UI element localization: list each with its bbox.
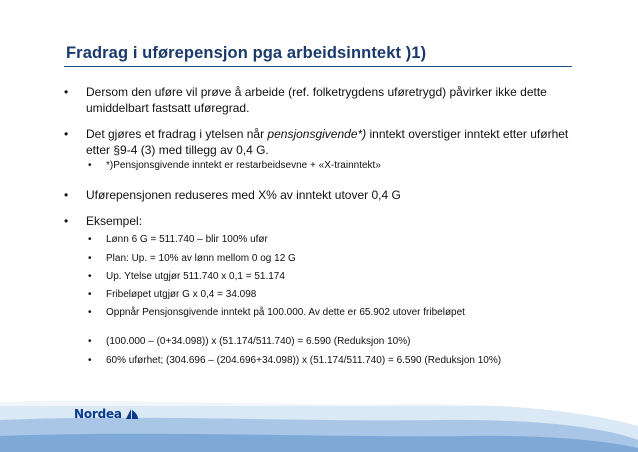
sub-bullet-dot: • [88, 307, 92, 318]
sub-bullet-dot: • [88, 253, 92, 264]
bullet-dot: • [64, 85, 69, 99]
bullet-2-line-1 [86, 126, 568, 142]
example-item-text: Up. Ytelse utgjør 511.740 x 0,1 = 51.174 [106, 271, 285, 282]
example-item-text: Oppnår Pensjonsgivende inntekt på 100.000. Av dette er 65.902 utover fribeløpet [106, 307, 465, 318]
example-item-text: Plan: Up. = 10% av lønn mellom 0 og 12 G [106, 253, 296, 264]
example-item-text: Lønn 6 G = 511.740 – blir 100% ufør [106, 234, 268, 245]
bullet-2-text-pre: Det gjøres et fradrag i ytelsen når [86, 127, 268, 141]
example-item-text: Fribeløpet utgjør G x 0,4 = 34.098 [106, 289, 257, 300]
bullet-dot: • [64, 127, 69, 141]
bullet-1-line-1: Dersom den uføre vil prøve å arbeide (ref. folketrygdens uføretrygd) påvirker ikke dette [86, 85, 547, 99]
bullet-4-text: Eksempel: [86, 214, 143, 228]
bullet-3-text: Uførepensjonen reduseres med X% av inntekt utover 0,4 G [86, 188, 401, 202]
logo-wordmark: Nordea [74, 407, 122, 421]
calc-item-text: (100.000 – (0+34.098)) x (51.174/511.740) = 6.590 (Reduksjon 10%) [106, 336, 411, 347]
calc-item-text: 60% uførhet; (304.696 – (204.696+34.098)) x (51.174/511.740) = 6.590 (Reduksjon 10%) [106, 355, 502, 366]
bullet-2-text-post: inntekt overstiger inntekt etter uførhet [366, 127, 569, 141]
sub-bullet-dot: • [88, 234, 92, 245]
bullet-1-line-2: umiddelbart fastsatt uføregrad. [86, 101, 250, 115]
sub-bullet-dot: • [88, 289, 92, 300]
title-underline [64, 66, 572, 67]
sub-bullet-dot: • [88, 336, 92, 347]
sub-bullet-dot: • [88, 271, 92, 282]
slide-title: Fradrag i uførepensjon pga arbeidsinntekt )1) [66, 44, 427, 62]
bullet-2-sub-1-text: *)Pensjonsgivende inntekt er restarbeidsevne + «X-trainntekt» [106, 160, 381, 171]
sub-bullet-dot: • [88, 160, 92, 171]
nordea-logo [74, 405, 139, 423]
sub-bullet-dot: • [88, 355, 92, 366]
logo-sail-icon [125, 408, 139, 420]
bullet-dot: • [64, 214, 69, 228]
bullet-2-text-italic: pensjonsgivende*) [267, 127, 367, 141]
bullet-dot: • [64, 188, 69, 202]
bullet-2-line-2: etter §9-4 (3) med tillegg av 0,4 G. [86, 143, 269, 157]
